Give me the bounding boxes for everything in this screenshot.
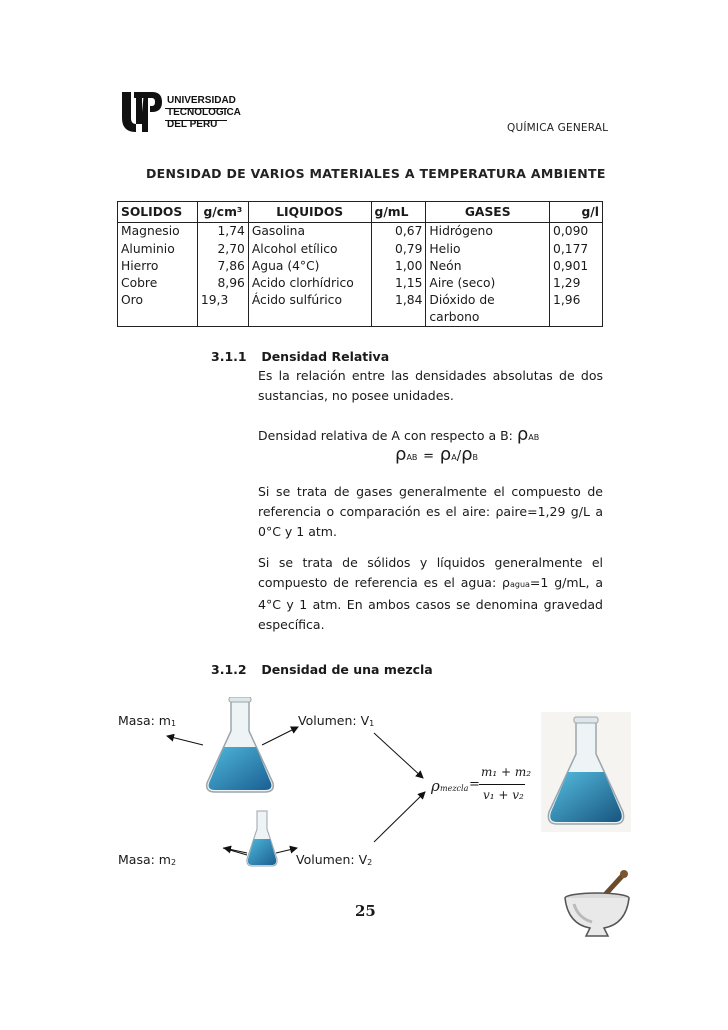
col-header-solids: SOLIDOS bbox=[118, 202, 198, 223]
volume-text: Volumen: V bbox=[296, 852, 368, 867]
table-cell: 1,74 bbox=[197, 223, 248, 241]
table-cell: Magnesio bbox=[121, 224, 180, 238]
section-title: Densidad de una mezcla bbox=[261, 662, 433, 677]
table-cell: Cobre bbox=[121, 275, 158, 290]
mass-text: Masa: m bbox=[118, 713, 171, 728]
logo-line-2: TECNOLOGICA bbox=[167, 107, 241, 118]
course-title: QUÍMICA GENERAL bbox=[507, 122, 609, 134]
subscript-b: B bbox=[472, 453, 479, 462]
table-cell: Hierro bbox=[121, 258, 159, 273]
section-title: Densidad Relativa bbox=[261, 349, 390, 364]
table-cell: 0,901 bbox=[550, 258, 603, 275]
slash-sign: / bbox=[456, 449, 462, 464]
col-header-gases-unit: g/l bbox=[550, 202, 603, 223]
flask-2-icon bbox=[245, 809, 279, 869]
relative-density-definition: Es la relación entre las densidades absolutas de dos sustancias, no posee unidades. bbox=[258, 368, 603, 403]
table-cell: 1,84 bbox=[371, 292, 426, 309]
table-cell: 2,70 bbox=[197, 241, 248, 258]
paragraph-text-a: Si se trata de sólidos y líquidos generalmente el compuesto de referencia es el agua: bbox=[258, 555, 603, 590]
col-header-solids-unit: g/cm³ bbox=[197, 202, 248, 223]
table-cell: 1,29 bbox=[550, 275, 603, 292]
relative-density-text: Densidad relativa de A con respecto a B: bbox=[258, 428, 513, 443]
rho-symbol: ρ bbox=[461, 444, 473, 465]
table-cell: 7,86 bbox=[197, 258, 248, 275]
arrow-to-formula-1 bbox=[374, 733, 423, 778]
table-cell: Dióxido de bbox=[426, 292, 550, 309]
table-cell: Neón bbox=[426, 258, 550, 275]
mixture-density-formula bbox=[431, 765, 541, 809]
col-header-gases: GASES bbox=[426, 202, 550, 223]
subscript-mezcla: mezcla bbox=[440, 784, 469, 793]
mortar-and-pestle-icon bbox=[562, 868, 632, 940]
subscript-a: A bbox=[451, 453, 457, 462]
table-cell: 0,177 bbox=[550, 241, 603, 258]
rho-symbol: ρ bbox=[431, 777, 440, 795]
table-cell: Oro bbox=[121, 292, 143, 307]
paragraph-text-b: =1 g/mL, a 4°C y 1 atm. En ambos casos se denomina gravedad específica. bbox=[258, 575, 604, 632]
logo-line-1: UNIVERSIDAD bbox=[167, 95, 236, 106]
gases-reference-paragraph: Si se trata de gases generalmente el compuesto de referencia o comparación es el aire: ρaire=1,29 g/L a 0°C y 1 atm. bbox=[258, 484, 603, 539]
table-cell: 19,3 bbox=[197, 292, 248, 309]
table-cell: Agua (4°C) bbox=[248, 258, 371, 275]
page-title: DENSIDAD DE VARIOS MATERIALES A TEMPERATURA AMBIENTE bbox=[146, 166, 606, 181]
col-header-liquids: LIQUIDOS bbox=[248, 202, 371, 223]
arrow-mass-1 bbox=[167, 736, 203, 745]
flask-1-icon bbox=[203, 697, 277, 795]
rho-symbol: ρ bbox=[516, 424, 529, 445]
rho-symbol: ρ bbox=[502, 575, 510, 590]
equals-sign: = bbox=[423, 449, 435, 464]
table-cell: 1,15 bbox=[371, 275, 426, 292]
subscript-agua: agua bbox=[509, 580, 530, 589]
table-cell: 1,96 bbox=[550, 292, 603, 309]
arrow-mass-2-line bbox=[223, 848, 247, 855]
section-number: 3.1.1 bbox=[211, 349, 247, 364]
rho-symbol: ρ bbox=[439, 444, 452, 465]
equals-sign: = bbox=[469, 777, 480, 792]
subscript-ab: AB bbox=[528, 433, 540, 442]
arrow-mass-2 bbox=[224, 848, 247, 853]
col-header-liquids-unit: g/mL bbox=[371, 202, 426, 223]
table-cell: Acido clorhídrico bbox=[248, 275, 371, 292]
volume-text: Volumen: V bbox=[298, 713, 370, 728]
table-cell: carbono bbox=[426, 309, 550, 327]
table-cell: 0,090 bbox=[550, 223, 603, 241]
table-cell: 0,67 bbox=[371, 223, 426, 241]
section-number: 3.1.2 bbox=[211, 662, 247, 677]
formula-numerator: m₁ + m₂ bbox=[481, 765, 532, 779]
table-cell: Alcohol etílico bbox=[248, 241, 371, 258]
table-cell: 0,79 bbox=[371, 241, 426, 258]
subscript-1: 1 bbox=[170, 719, 177, 728]
page-number: 25 bbox=[355, 902, 376, 920]
rho-symbol: ρ bbox=[395, 444, 407, 465]
table-cell: Aire (seco) bbox=[426, 275, 550, 292]
logo-line-3: DEL PERU bbox=[167, 119, 218, 130]
subscript-2: 2 bbox=[170, 858, 177, 867]
subscript-1: 1 bbox=[369, 719, 375, 728]
formula-denominator: v₁ + v₂ bbox=[483, 788, 524, 802]
table-cell: 8,96 bbox=[197, 275, 248, 292]
table-cell: Helio bbox=[426, 241, 550, 258]
table-cell: Ácido sulfúrico bbox=[248, 292, 371, 309]
table-cell: 1,00 bbox=[371, 258, 426, 275]
arrow-volume-2 bbox=[276, 848, 297, 853]
subscript-2: 2 bbox=[367, 858, 373, 867]
subscript-ab: AB bbox=[406, 453, 418, 462]
arrow-to-formula-2 bbox=[374, 792, 425, 842]
table-cell: Aluminio bbox=[121, 241, 175, 256]
flask-mixture-icon bbox=[541, 712, 631, 832]
fraction-bar bbox=[479, 784, 525, 785]
table-cell: Hidrógeno bbox=[426, 223, 550, 241]
mass-text: Masa: m bbox=[118, 852, 171, 867]
table-cell: Gasolina bbox=[248, 223, 371, 241]
